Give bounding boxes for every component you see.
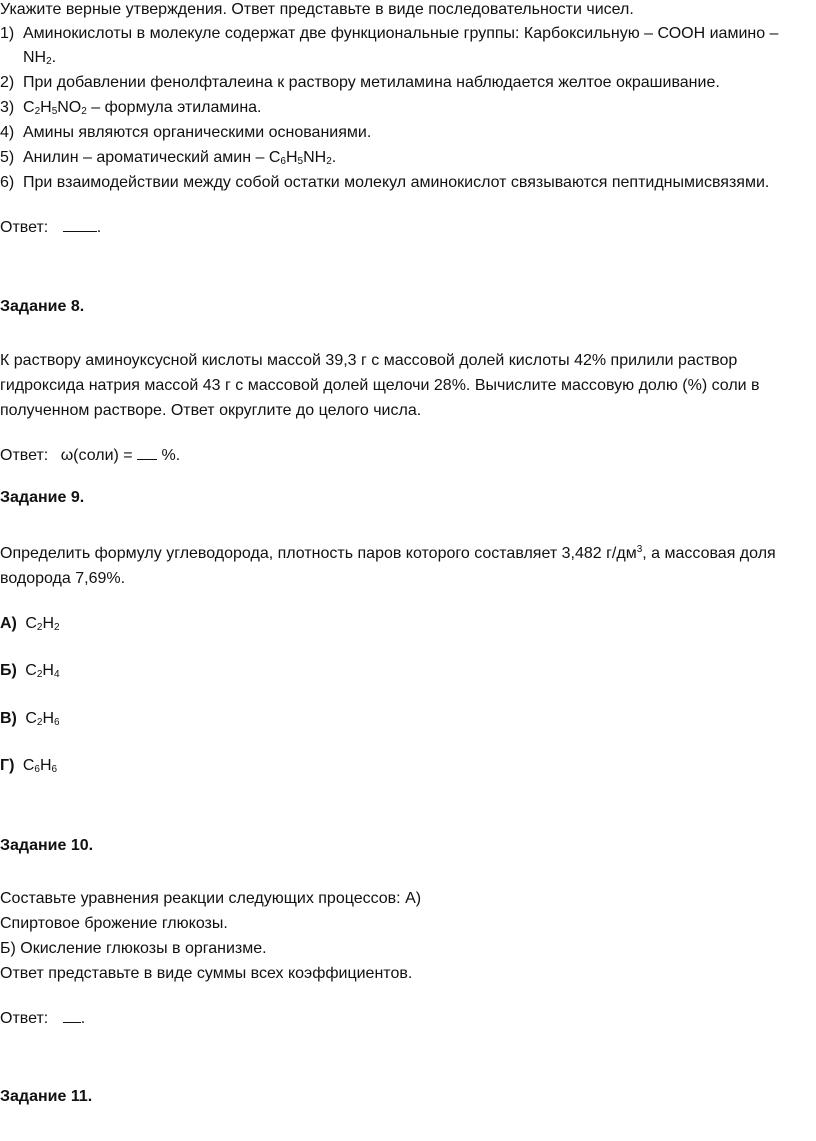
answer-blank[interactable]: [63, 1008, 81, 1023]
statement-text: При добавлении фенолфталеина к раствору метиламина наблюдается желтое окрашивание.: [23, 74, 720, 91]
formula: $C_2H_5NO_2$: [23, 99, 87, 117]
option-formula: $C_2H_2$: [25, 615, 60, 633]
task9-text-line-1: Определить формулу углеводорода, плотность паров которого составляет 3,482 $г/дм^3$, а массовая доля: [0, 544, 776, 562]
task7-answer: Ответ: .: [0, 219, 102, 236]
statement-text: – формула этиламина.: [86, 99, 262, 116]
task7-statement-5: 5) Анилин – ароматический амин – $C_6H_5NH_2$.: [0, 149, 337, 167]
statement-number: 2): [0, 74, 15, 91]
option-label: В): [0, 710, 17, 727]
task10-text-line-4: Ответ представьте в виде суммы всех коэффициентов.: [0, 965, 413, 982]
task10-title: Задание 10.: [0, 837, 94, 854]
task9-option-b[interactable]: [0, 661, 60, 681]
statement-number: 4): [0, 124, 15, 141]
task10-answer: Ответ: .: [0, 1010, 86, 1027]
answer-label: Ответ:: [0, 447, 49, 464]
task9-text-line-2: водорода 7,69%.: [0, 570, 126, 587]
statement-number: 1): [0, 25, 15, 42]
statement-text: Амины являются органическими основаниями.: [23, 124, 372, 141]
option-label: А): [0, 615, 17, 632]
task7-statement-2: [0, 73, 720, 93]
task10-text-line-1: Составьте уравнения реакции следующих процессов: А): [0, 890, 422, 907]
statement-text: Анилин – ароматический амин – C: [23, 149, 281, 166]
statement-number: 5): [0, 149, 15, 166]
task8-text-line-3: полученном растворе. Ответ округлите до целого числа.: [0, 402, 422, 419]
task8-title: Задание 8.: [0, 298, 85, 315]
task7-statement-4: [0, 123, 371, 143]
task7-statement-6: [0, 173, 769, 193]
statement-text: При взаимодействии между собой остатки молекул аминокислот связываются пептиднымисвязями.: [23, 174, 770, 191]
answer-blank[interactable]: [137, 445, 157, 460]
answer-label: Ответ:: [0, 1010, 49, 1027]
answer-blank[interactable]: [63, 217, 97, 232]
task9-option-g[interactable]: [0, 756, 57, 776]
task9-title: Задание 9.: [0, 489, 85, 506]
option-label: Г): [0, 757, 15, 774]
statement-number: 3): [0, 99, 15, 116]
task11-title: Задание 11.: [0, 1088, 93, 1105]
task7-statement-1-continued: $NH_2$.: [23, 49, 57, 67]
task9-option-a[interactable]: [0, 614, 60, 634]
task8-text-line-2: гидроксида натрия массой 43 г с массовой долей щелочи 28%. Вычислите массовую долю (%) соли в: [0, 377, 760, 394]
task7-statement-3: [0, 98, 262, 118]
statement-number: 6): [0, 174, 15, 191]
task9-option-v[interactable]: [0, 709, 60, 729]
task10-text-line-3: Б) Окисление глюкозы в организме.: [0, 940, 267, 957]
option-formula: $C_6H_6$: [22, 757, 58, 775]
statement-text: Аминокислоты в молекуле содержат две функциональные группы: Карбоксильную – СООН иамино –: [23, 25, 779, 42]
option-formula: $C_2H_4$: [25, 662, 60, 680]
task8-answer: Ответ: ω(соли) = %.: [0, 447, 181, 464]
task10-text-line-2: Спиртовое брожение глюкозы.: [0, 915, 228, 932]
answer-label: Ответ:: [0, 219, 49, 236]
task7-intro: Укажите верные утверждения. Ответ представьте в виде последовательности чисел.: [0, 1, 634, 18]
task7-statement-1: [0, 24, 778, 44]
task8-text-line-1: К раствору аминоуксусной кислоты массой 39,3 г с массовой долей кислоты 42% прилили раствор: [0, 352, 738, 369]
option-label: Б): [0, 662, 17, 679]
option-formula: $C_2H_6$: [25, 710, 60, 728]
